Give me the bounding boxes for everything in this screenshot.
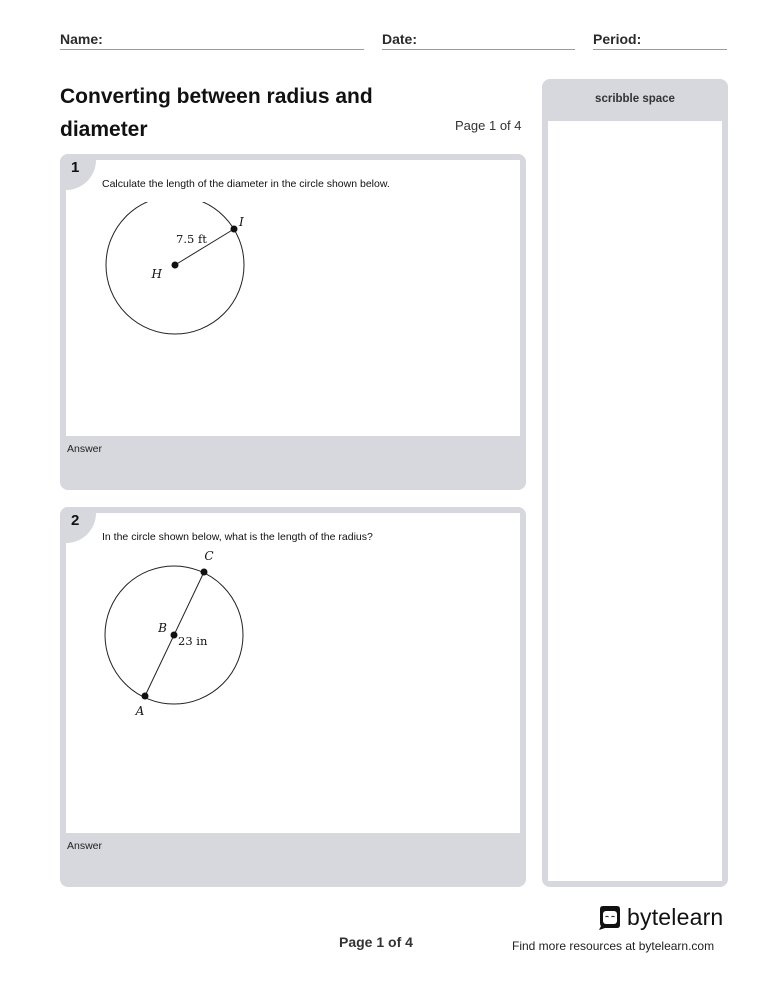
worksheet-title: Converting between radius and diameter	[60, 85, 373, 141]
measurement-label: 23 in	[178, 634, 208, 648]
question-prompt: Calculate the length of the diameter in the circle shown below.	[102, 178, 390, 190]
scribble-panel	[542, 79, 728, 887]
scribble-title: scribble space	[595, 93, 675, 105]
date-field[interactable]	[382, 30, 575, 50]
answer-label: Answer	[67, 840, 103, 852]
label-h: H	[151, 267, 162, 281]
brand-logo[interactable]	[597, 904, 723, 931]
period-label: Period:	[593, 31, 642, 47]
question-number: 2	[71, 512, 80, 529]
measurement-label: 7.5 ft	[176, 232, 207, 246]
point-i	[231, 226, 238, 233]
resources-link[interactable]: Find more resources at bytelearn.com	[512, 939, 715, 953]
name-label: Name:	[60, 31, 103, 47]
question-card-1	[60, 154, 526, 490]
page-indicator-top: Page 1 of 4	[455, 118, 522, 133]
date-label: Date:	[382, 31, 418, 47]
period-field[interactable]	[593, 30, 727, 50]
bytelearn-logo-icon	[597, 905, 623, 931]
label-c: C	[204, 549, 214, 563]
point-c	[201, 569, 208, 576]
scribble-area[interactable]	[548, 121, 722, 881]
page-indicator-footer: Page 1 of 4	[339, 934, 413, 950]
question-card-2	[60, 507, 526, 887]
question-number: 1	[71, 159, 80, 176]
center-point-b	[171, 632, 178, 639]
circle-diagram-radius	[100, 202, 260, 342]
center-point-h	[172, 262, 179, 269]
label-a: A	[135, 704, 145, 718]
answer-label: Answer	[67, 443, 103, 455]
circle-diagram-diameter	[100, 547, 260, 727]
label-b: B	[158, 621, 167, 635]
name-field[interactable]	[60, 30, 364, 50]
point-a	[142, 693, 149, 700]
question-prompt: In the circle shown below, what is the length of the radius?	[102, 531, 373, 543]
brand-name: bytelearn	[627, 904, 724, 930]
label-i: I	[239, 215, 244, 229]
